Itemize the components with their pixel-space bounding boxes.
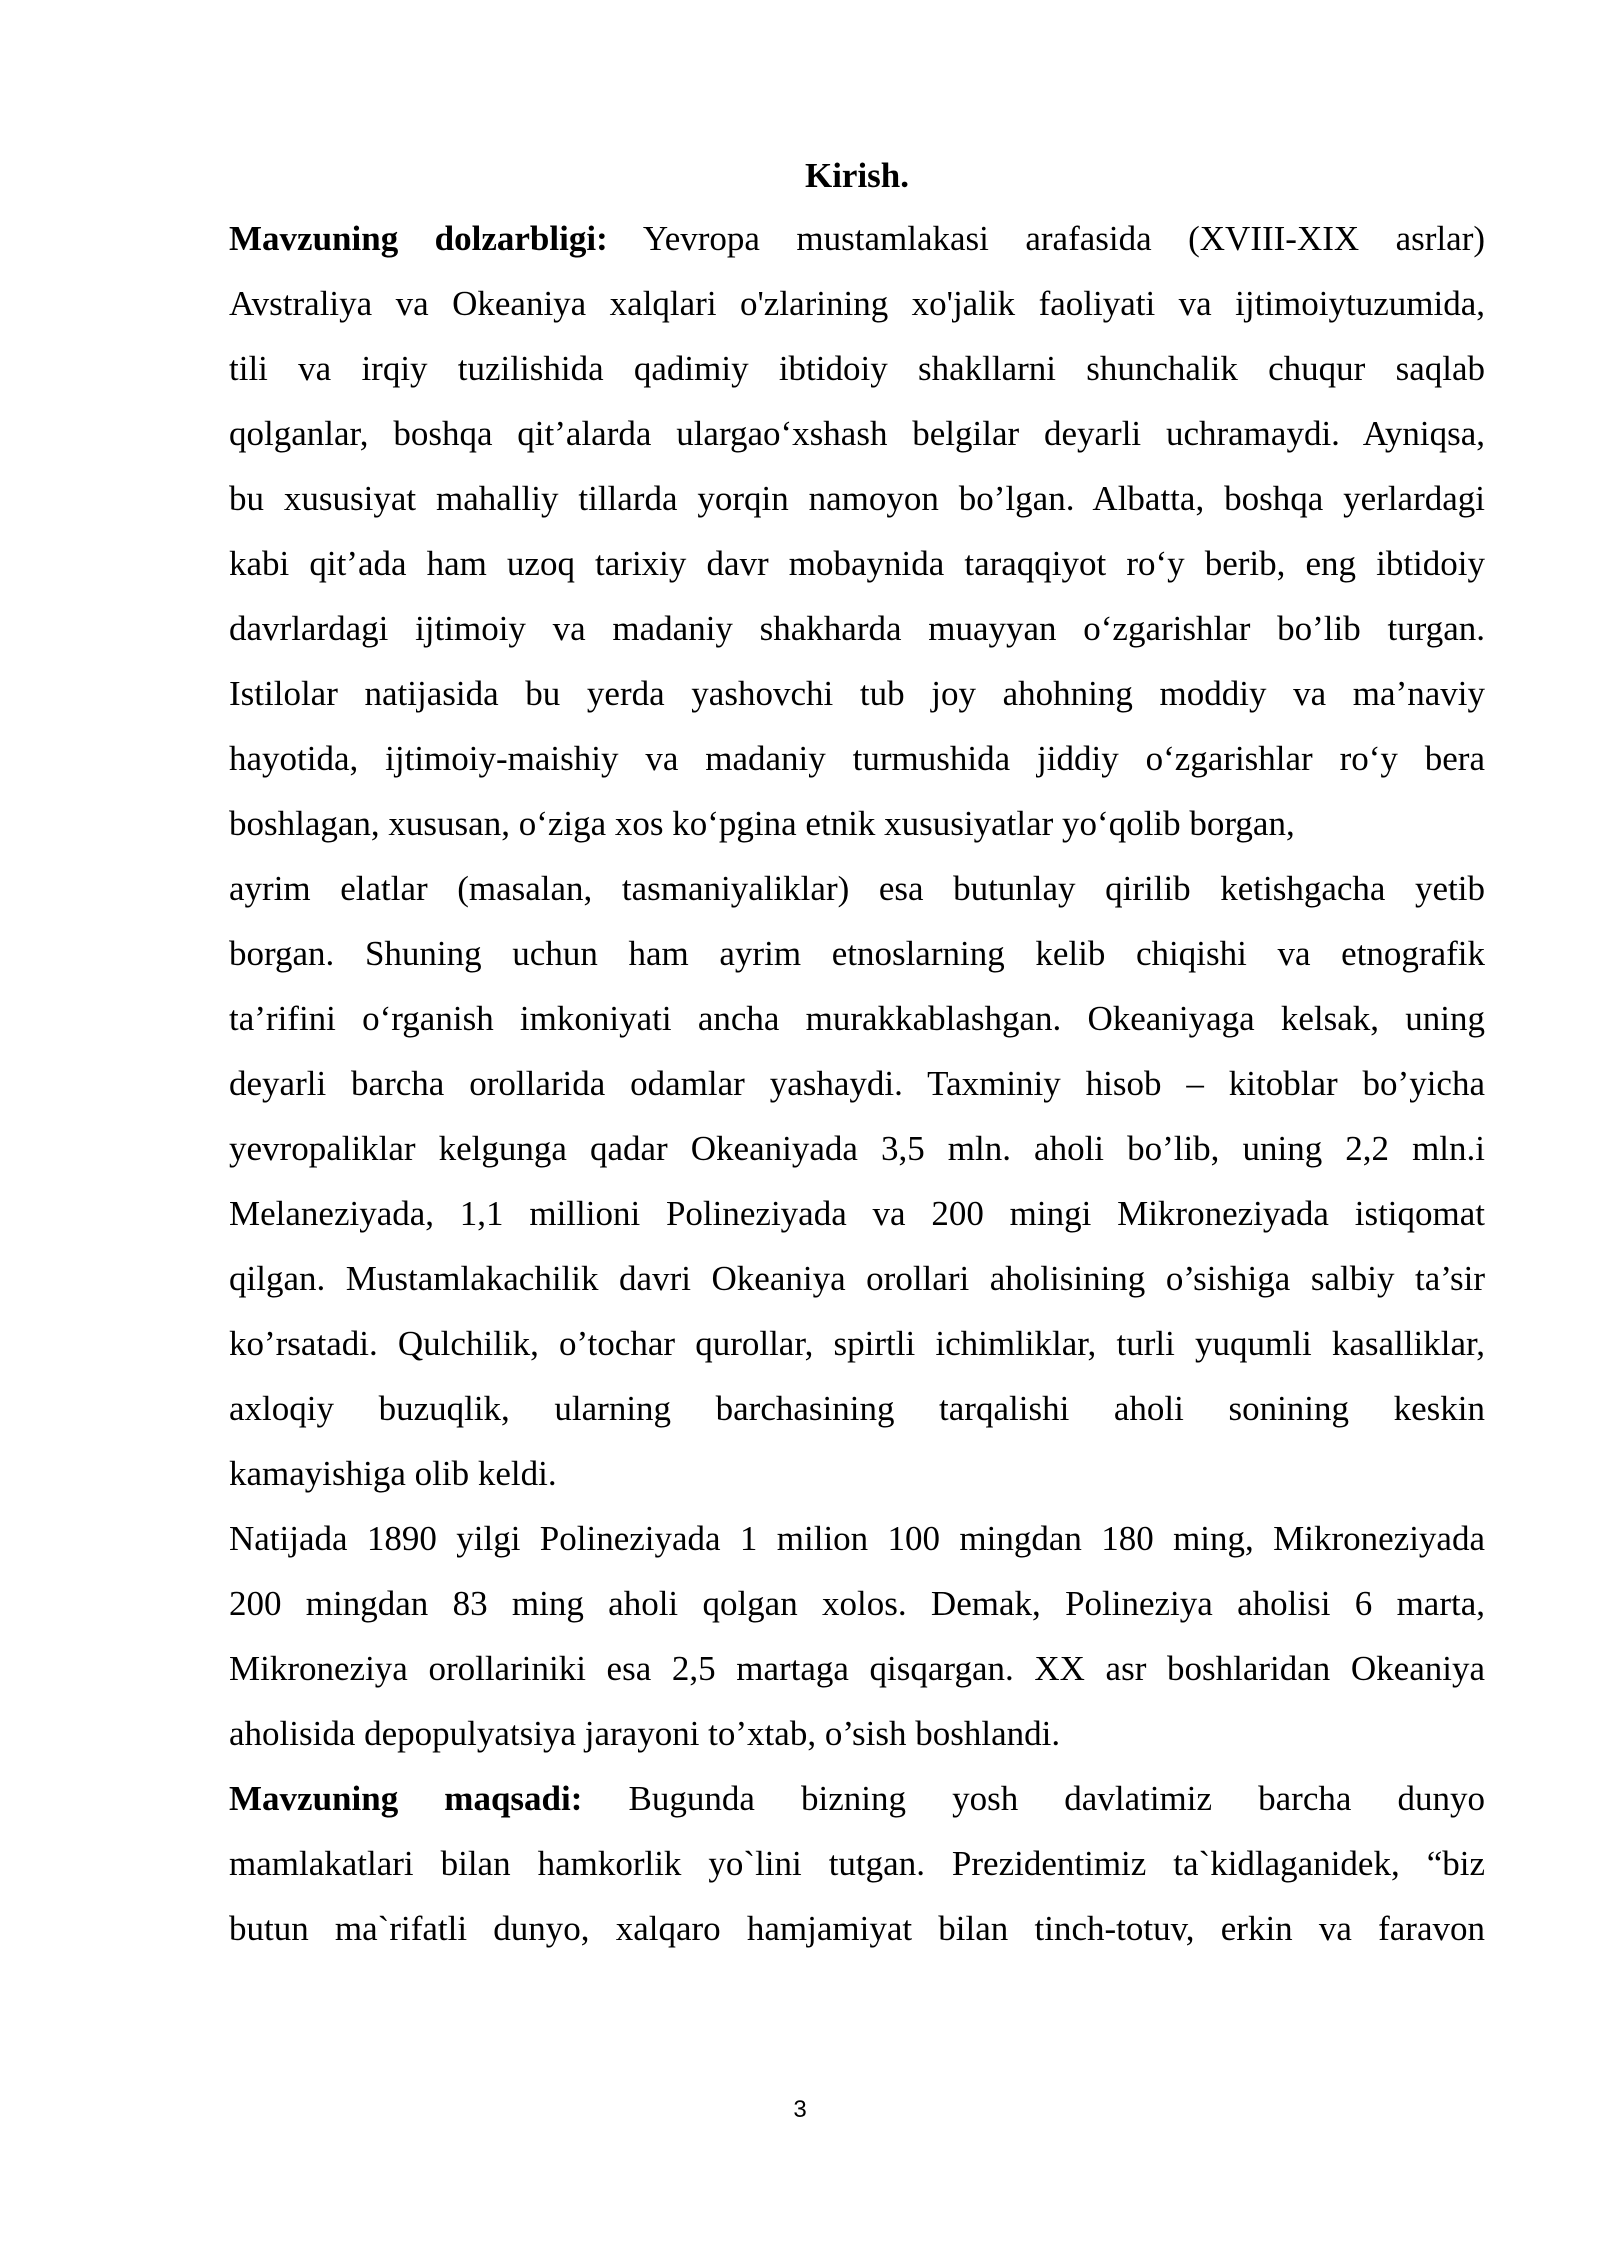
relevance-label: Mavzuning dolzarbligi: xyxy=(229,219,608,258)
paragraph-goal xyxy=(229,1766,1485,1961)
section-title: Kirish. xyxy=(804,156,910,195)
goal-label: Mavzuning maqsadi: xyxy=(229,1779,583,1818)
text-line: davrlardagi ijtimoiy va madaniy shakharda muayyan o‘zgarishlar bo’lib turgan. xyxy=(229,609,1485,648)
text-line: boshlagan, xususan, o‘ziga xos ko‘pgina etnik xususiyatlar yo‘qolib borgan, xyxy=(229,804,1295,843)
page-number: 3 xyxy=(793,2096,807,2123)
text-line: kabi qit’ada ham uzoq tarixiy davr mobaynida taraqqiyot ro‘y berib, eng ibtidoiy xyxy=(229,544,1485,583)
text-line: qilgan. Mustamlakachilik davri Okeaniya orollari aholisining o’sishiga salbiy ta’sir xyxy=(229,1259,1485,1298)
text-line: 200 mingdan 83 ming aholi qolgan xolos. Demak, Polineziya aholisi 6 marta, xyxy=(229,1584,1485,1623)
text-line: yevropaliklar kelgunga qadar Okeaniyada 3,5 mln. aholi bo’lib, uning 2,2 mln.i xyxy=(229,1129,1485,1168)
text-line: Natijada 1890 yilgi Polineziyada 1 milion 100 mingdan 180 ming, Mikroneziyada xyxy=(229,1519,1485,1558)
document-body xyxy=(229,148,1485,1961)
text-line: ko’rsatadi. Qulchilik, o’tochar qurollar, spirtli ichimliklar, turli yuqumli kasalliklar, xyxy=(229,1324,1485,1363)
text-line: bu xususiyat mahalliy tillarda yorqin namoyon bo’lgan. Albatta, boshqa yerlardagi xyxy=(229,479,1485,518)
text-line: mamlakatlari bilan hamkorlik yo`lini tutgan. Prezidentimiz ta`kidlaganidek, “biz xyxy=(229,1844,1485,1883)
text-line: borgan. Shuning uchun ham ayrim etnoslarning kelib chiqishi va etnografik xyxy=(229,934,1485,973)
text-line: deyarli barcha orollarida odamlar yashaydi. Taxminiy hisob – kitoblar bo’yicha xyxy=(229,1064,1485,1103)
text-line: Melaneziyada, 1,1 millioni Polineziyada va 200 mingi Mikroneziyada istiqomat xyxy=(229,1194,1485,1233)
text-line: ayrim elatlar (masalan, tasmaniyaliklar) esa butunlay qirilib ketishgacha yetib xyxy=(229,869,1485,908)
text-line: qolganlar, boshqa qit’alarda ulargao‘xshash belgilar deyarli uchramaydi. Ayniqsa, xyxy=(229,414,1485,453)
paragraph-relevance xyxy=(229,206,1485,856)
text-line: Avstraliya va Okeaniya xalqlari o'zlarining xo'jalik faoliyati va ijtimoiytuzumida, xyxy=(229,284,1485,323)
text-line: tili va irqiy tuzilishida qadimiy ibtidoiy shakllarni shunchalik chuqur saqlab xyxy=(229,349,1485,388)
paragraph-population xyxy=(229,856,1485,1506)
text-line: Mavzuning maqsadi: Bugunda bizning yosh davlatimiz barcha dunyo xyxy=(229,1779,1486,1818)
text-line: kamayishiga olib keldi. xyxy=(229,1454,557,1493)
paragraph-depopulation xyxy=(229,1506,1485,1766)
text-line: Mikroneziya orollariniki esa 2,5 martaga qisqargan. XX asr boshlaridan Okeaniya xyxy=(229,1649,1485,1688)
text-line: Mavzuning dolzarbligi: Yevropa mustamlakasi arafasida (XVIII-XIX asrlar) xyxy=(229,219,1486,258)
text-line: aholisida depopulyatsiya jarayoni to’xtab, o’sish boshlandi. xyxy=(229,1714,1061,1753)
text-line: axloqiy buzuqlik, ularning barchasining tarqalishi aholi sonining keskin xyxy=(229,1389,1485,1428)
text-line: hayotida, ijtimoiy-maishiy va madaniy turmushida jiddiy o‘zgarishlar ro‘y bera xyxy=(229,739,1485,778)
text-line: butun ma`rifatli dunyo, xalqaro hamjamiyat bilan tinch-totuv, erkin va faravon xyxy=(229,1909,1485,1948)
text-line: ta’rifini o‘rganish imkoniyati ancha murakkablashgan. Okeaniyaga kelsak, uning xyxy=(229,999,1485,1038)
text-line: Istilolar natijasida bu yerda yashovchi tub joy ahohning moddiy va ma’naviy xyxy=(229,674,1485,713)
